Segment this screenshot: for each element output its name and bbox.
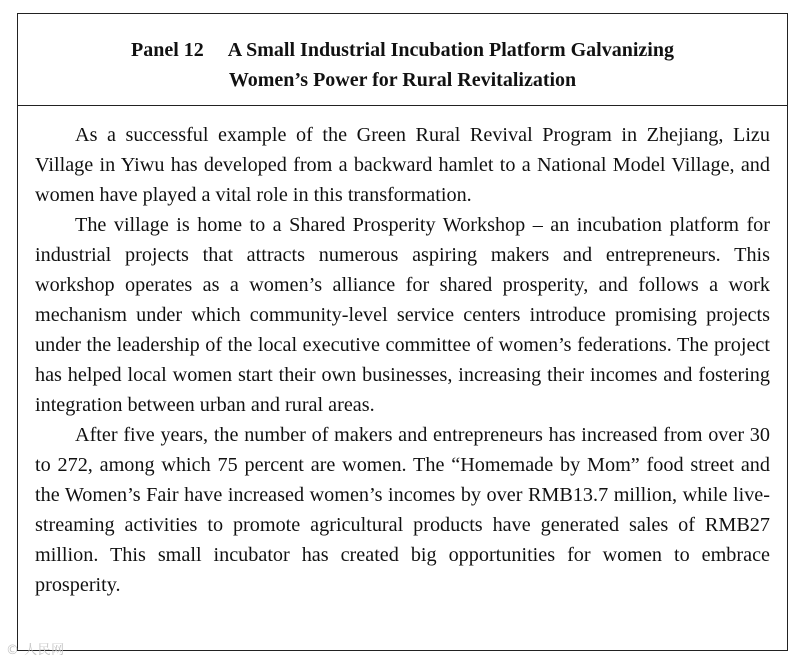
paragraph-2: The village is home to a Shared Prosperity Workshop – an incubation platform for industrial projects that attracts numerous aspiring makers and entrepreneurs. This workshop operates as a women’s alliance for shared prosperity, and follows a work mechanism under which community-level service centers introduce promising projects under the leadership of the local executive committee of women’s federations. The project has helped local women start their own businesses, increasing their incomes and fostering integration between urban and rural areas.	[35, 214, 770, 416]
panel-title-line-2: Women’s Power for Rural Revitalization	[228, 69, 577, 91]
panel-number: Panel 12	[131, 39, 204, 61]
panel-title: A Small Industrial Incubation Platform Galvanizing	[227, 39, 674, 61]
paragraph-3: After five years, the number of makers and entrepreneurs has increased from over 30 to 272, among which 75 percent are women. The “Homemade by Mom” food street and the Women’s Fair have increased women’s incomes by over RMB13.7 million, while live-streaming activities to promote agricultural products have generated sales of RMB27 million. This small incubator has created big opportunities for women to embrace prosperity.	[35, 424, 770, 596]
panel-title-line-1	[18, 35, 787, 65]
panel-body	[18, 106, 787, 600]
paragraph-1: As a successful example of the Green Rural Revival Program in Zhejiang, Lizu Village in Yiwu has developed from a backward hamlet to a National Model Village, and women have played a vital role in this transformation.	[35, 124, 770, 206]
source-watermark: © 人民网	[6, 643, 65, 658]
panel-header	[18, 14, 787, 106]
panel-box	[17, 13, 788, 651]
